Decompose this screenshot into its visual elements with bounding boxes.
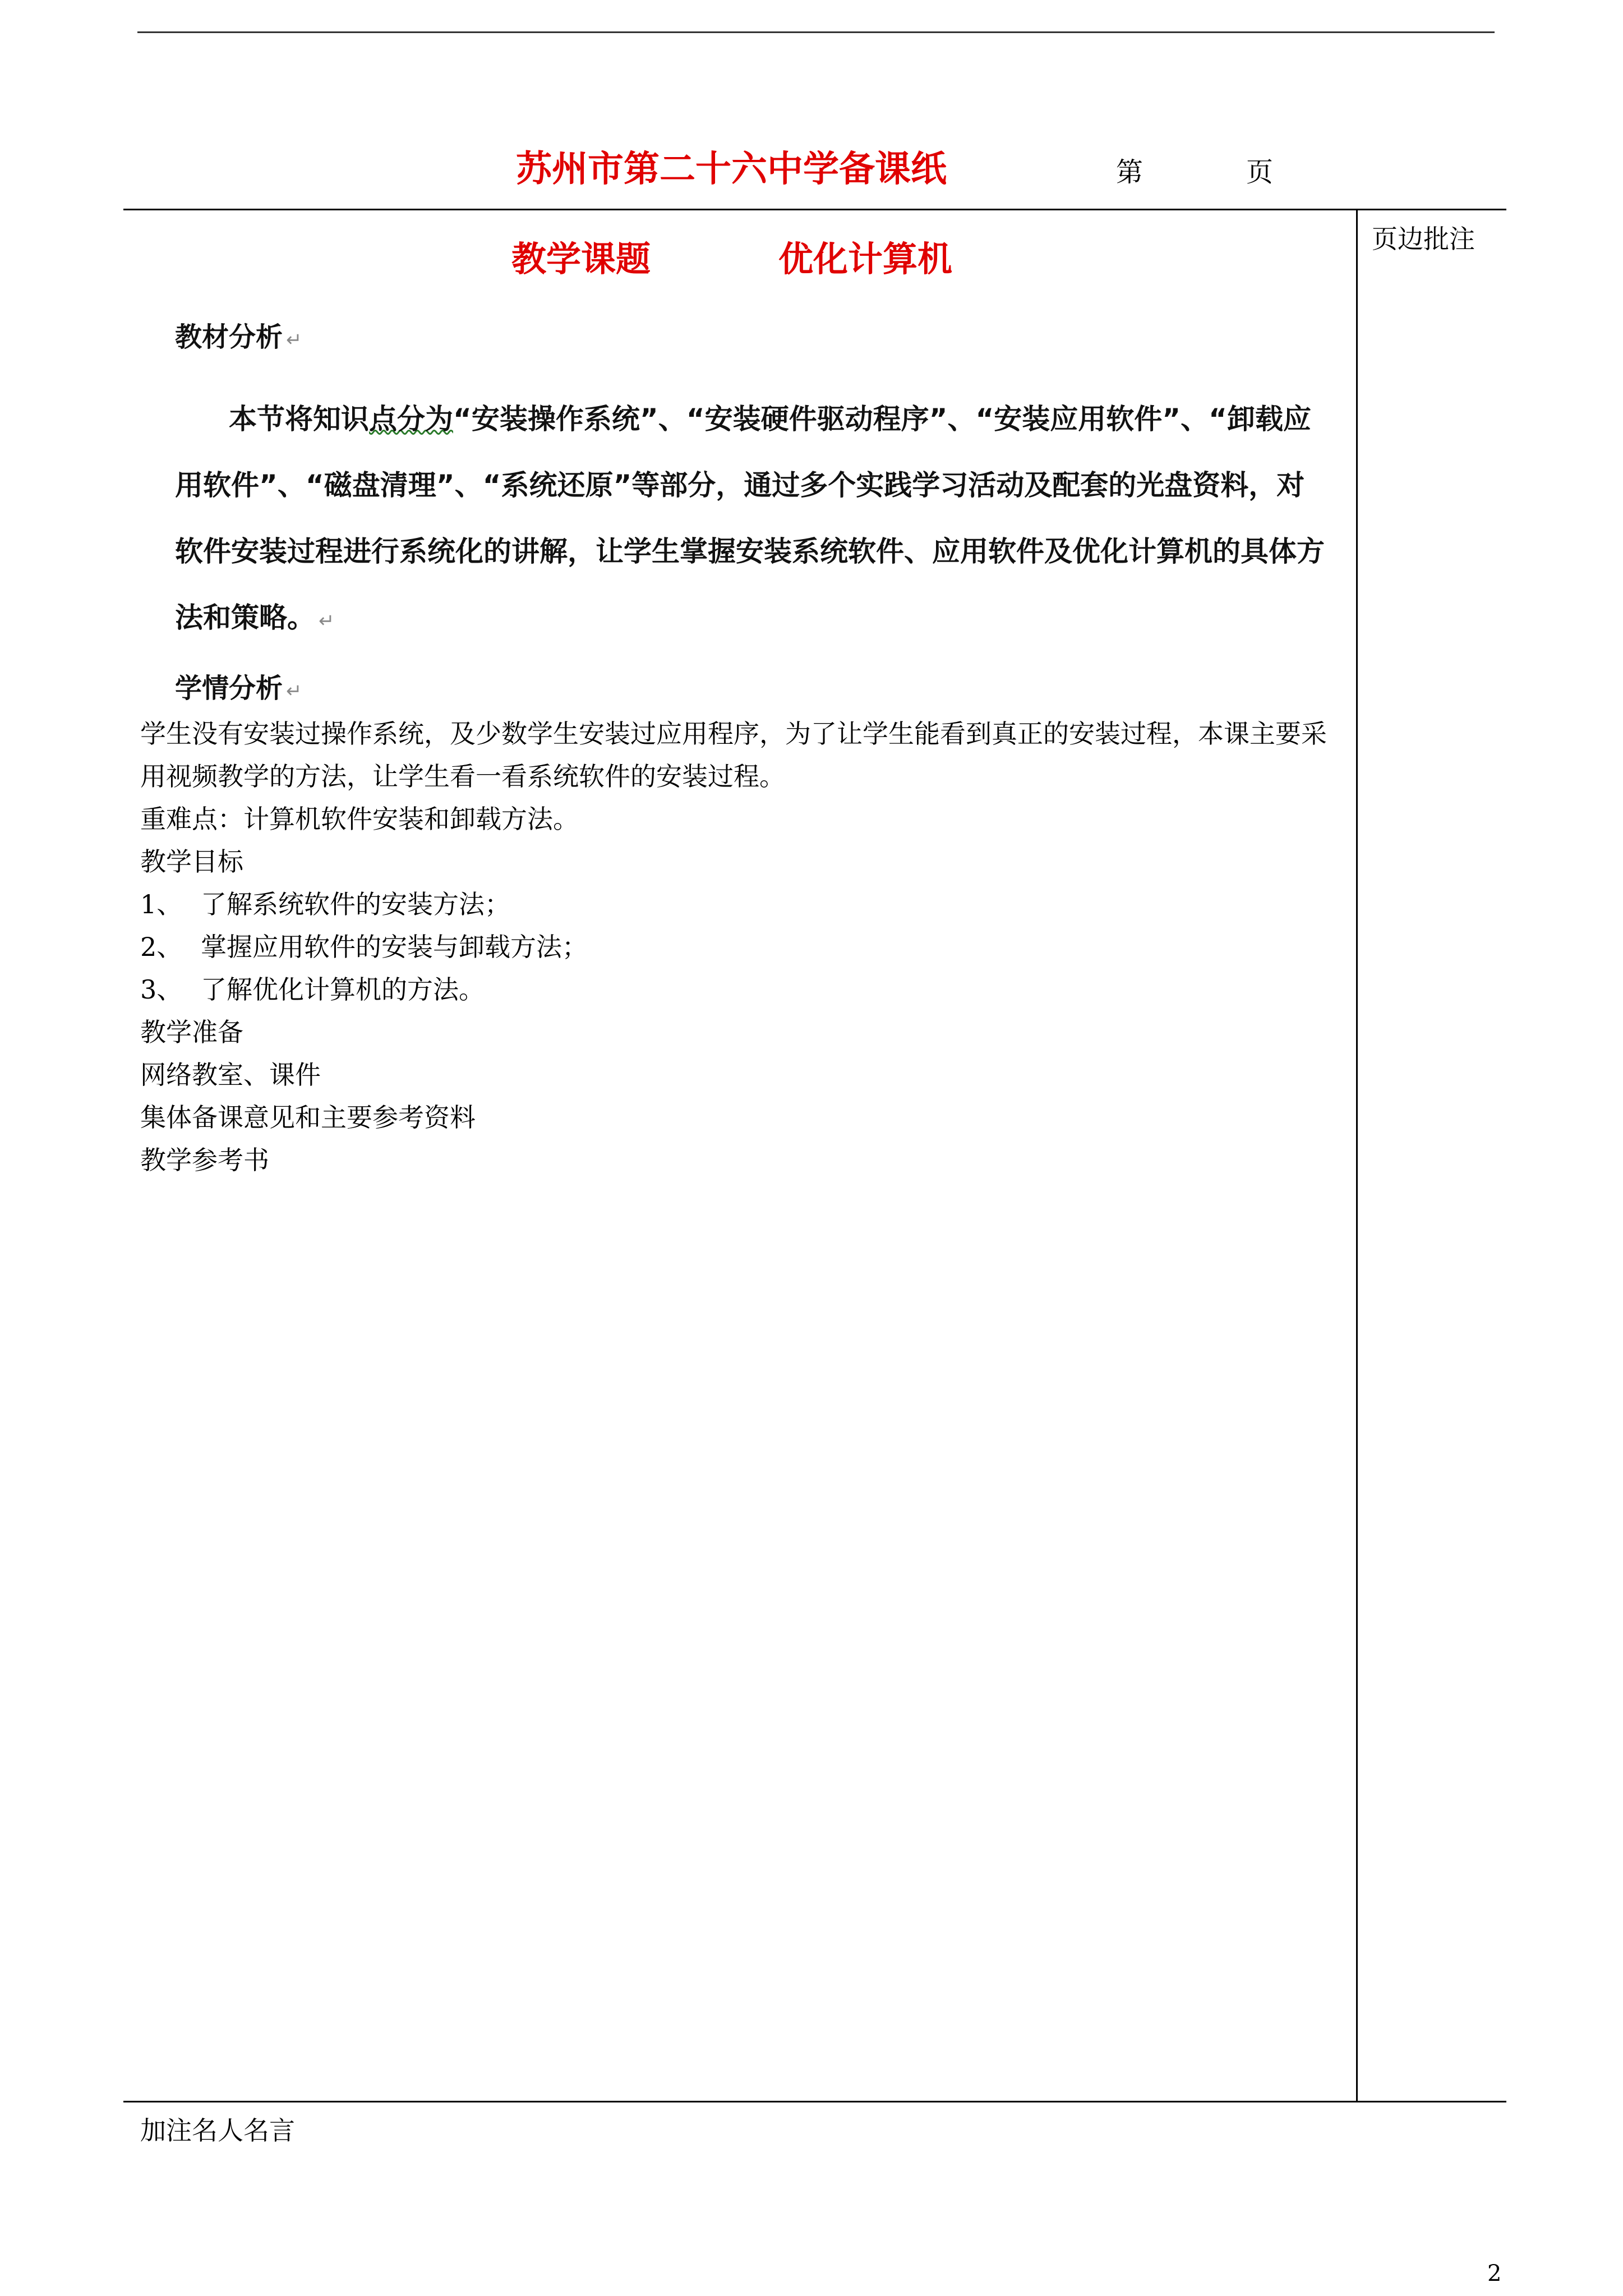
lesson-topic: 优化计算机 bbox=[778, 238, 953, 279]
paragraph-mark-icon: ↵ bbox=[286, 680, 302, 702]
objective-text: 了解系统软件的安装方法； bbox=[201, 889, 510, 919]
top-rule bbox=[137, 31, 1495, 33]
margin-column-divider bbox=[1356, 209, 1358, 2102]
textbook-analysis-heading-text: 教材分析 bbox=[175, 321, 283, 353]
objective-text: 掌握应用软件的安装与卸载方法； bbox=[201, 932, 588, 962]
student-analysis-heading bbox=[175, 666, 302, 705]
page-label-ye: 页 bbox=[1246, 157, 1274, 188]
paragraph-mark-icon: ↵ bbox=[286, 329, 302, 351]
paragraph-text-rest: “安装操作系统”、“安装硬件驱动程序”、“安装应用软件”、“卸载应用软件”、“磁盘清理”、“系统还原”等部分，通过多个实践学习活动及配套的光盘资料，对软件安装过程进行系统化的讲解，让学生掌握安装系统软件、应用软件及优化计算机的具体方法和策略。 bbox=[175, 403, 1325, 634]
objective-number: 1、 bbox=[140, 889, 183, 919]
objective-item bbox=[140, 968, 1346, 1011]
school-title: 苏州市第二十六中学备课纸 bbox=[516, 148, 947, 190]
famous-quote-label: 加注名人名言 bbox=[140, 2115, 295, 2146]
prep-title: 教学准备 bbox=[140, 1017, 243, 1047]
collective-prep-title: 集体备课意见和主要参考资料 bbox=[140, 1102, 476, 1133]
frame-bottom-border bbox=[123, 2101, 1506, 2102]
key-points: 重难点：计算机软件安装和卸载方法。 bbox=[140, 804, 579, 834]
objective-item bbox=[140, 926, 1346, 968]
lesson-body bbox=[140, 712, 1346, 1181]
frame-top-border bbox=[123, 209, 1506, 210]
page-number: 2 bbox=[1487, 2261, 1502, 2286]
paragraph-mark-icon: ↵ bbox=[319, 610, 335, 632]
paragraph-text-start: 本节将知识 bbox=[229, 403, 369, 435]
objective-item bbox=[140, 883, 1346, 926]
reference-text: 教学参考书 bbox=[140, 1145, 269, 1175]
lesson-label: 教学课题 bbox=[511, 238, 651, 279]
spellcheck-underlined-text: 点分为 bbox=[369, 403, 453, 435]
page-label-di: 第 bbox=[1116, 157, 1144, 188]
textbook-analysis-paragraph bbox=[175, 386, 1325, 654]
student-analysis-heading-text: 学情分析 bbox=[175, 673, 283, 704]
prep-content: 网络教室、课件 bbox=[140, 1060, 321, 1090]
margin-notes-title: 页边批注 bbox=[1372, 224, 1475, 254]
objective-text: 了解优化计算机的方法。 bbox=[201, 974, 485, 1005]
student-analysis-text: 学生没有安装过操作系统，及少数学生安装过应用程序，为了让学生能看到真正的安装过程，本课主要采用视频教学的方法，让学生看一看系统软件的安装过程。 bbox=[140, 719, 1327, 792]
textbook-analysis-heading bbox=[175, 315, 302, 354]
objectives-title: 教学目标 bbox=[140, 846, 243, 877]
objective-number: 3、 bbox=[140, 974, 183, 1005]
objective-number: 2、 bbox=[140, 932, 183, 962]
